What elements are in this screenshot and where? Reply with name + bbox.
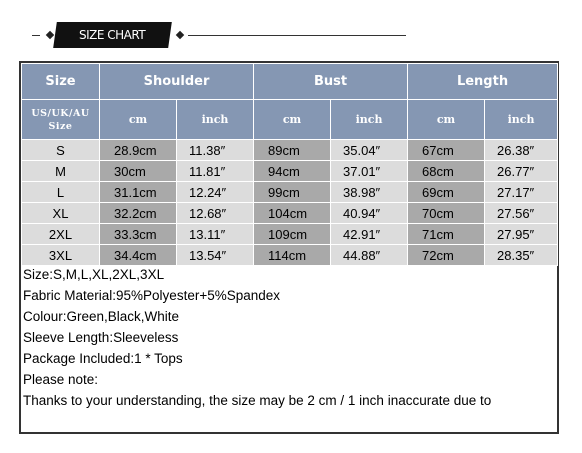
bust-inch-cell: 35.04″ xyxy=(331,140,408,161)
bust-inch-cell: 38.98″ xyxy=(331,182,408,203)
shoulder-cm-cell: 33.3cm xyxy=(100,224,177,245)
length-cm-cell: 68cm xyxy=(408,161,485,182)
length-cm-cell: 70cm xyxy=(408,203,485,224)
length-cm-cell: 67cm xyxy=(408,140,485,161)
fabric-line: Fabric Material:95%Polyester+5%Spandex xyxy=(23,288,281,303)
unit-header-row xyxy=(22,100,558,140)
size-cell: 2XL xyxy=(22,224,100,245)
shoulder-inch-cell: 13.54″ xyxy=(177,245,254,266)
length-cm-cell: 71cm xyxy=(408,224,485,245)
region-size-header xyxy=(22,100,100,140)
shoulder-header: Shoulder xyxy=(100,64,254,100)
banner-line xyxy=(188,35,406,36)
length-cm-cell: 69cm xyxy=(408,182,485,203)
table-row xyxy=(22,140,558,161)
size-chart-banner xyxy=(0,22,582,50)
package-line: Package Included:1 * Tops xyxy=(23,351,183,366)
bust-cm-cell: 109cm xyxy=(254,224,331,245)
shoulder-inch-header: inch xyxy=(177,100,254,140)
table-row xyxy=(22,245,558,266)
shoulder-cm-cell: 28.9cm xyxy=(100,140,177,161)
length-inch-cell: 27.56″ xyxy=(485,203,558,224)
bust-inch-cell: 40.94″ xyxy=(331,203,408,224)
banner-dash xyxy=(32,35,40,36)
region-label: US/UK/AU xyxy=(31,107,90,119)
table-row xyxy=(22,182,558,203)
shoulder-cm-cell: 30cm xyxy=(100,161,177,182)
shoulder-cm-header: cm xyxy=(100,100,177,140)
table-row xyxy=(22,203,558,224)
shoulder-inch-cell: 11.38″ xyxy=(177,140,254,161)
shoulder-inch-cell: 12.68″ xyxy=(177,203,254,224)
bust-header: Bust xyxy=(254,64,408,100)
size-cell: XL xyxy=(22,203,100,224)
product-info xyxy=(23,264,553,411)
size-header: Size xyxy=(22,64,100,100)
length-inch-cell: 28.35″ xyxy=(485,245,558,266)
shoulder-inch-cell: 13.11″ xyxy=(177,224,254,245)
colour-line: Colour:Green,Black,White xyxy=(23,309,180,324)
shoulder-cm-cell: 32.2cm xyxy=(100,203,177,224)
bust-inch-cell: 42.91″ xyxy=(331,224,408,245)
length-cm-cell: 72cm xyxy=(408,245,485,266)
note-text: Thanks to your understanding, the size may be 2 cm / 1 inch inaccurate due to xyxy=(23,393,492,408)
shoulder-inch-cell: 12.24″ xyxy=(177,182,254,203)
bust-inch-cell: 44.88″ xyxy=(331,245,408,266)
length-cm-header: cm xyxy=(408,100,485,140)
bust-inch-cell: 37.01″ xyxy=(331,161,408,182)
bust-cm-cell: 94cm xyxy=(254,161,331,182)
size-cell: 3XL xyxy=(22,245,100,266)
length-inch-cell: 26.38″ xyxy=(485,140,558,161)
size-cell: M xyxy=(22,161,100,182)
table-row xyxy=(22,161,558,182)
size-cell: S xyxy=(22,140,100,161)
length-inch-header: inch xyxy=(485,100,558,140)
length-inch-cell: 26.77″ xyxy=(485,161,558,182)
shoulder-inch-cell: 11.81″ xyxy=(177,161,254,182)
bust-cm-cell: 104cm xyxy=(254,203,331,224)
size-cell: L xyxy=(22,182,100,203)
size-chart-title: SIZE CHART xyxy=(79,28,146,42)
sleeve-line: Sleeve Length:Sleeveless xyxy=(23,330,179,345)
region-size-label: Size xyxy=(48,120,73,132)
shoulder-cm-cell: 31.1cm xyxy=(100,182,177,203)
size-chart-title-box xyxy=(53,22,172,48)
diamond-icon xyxy=(46,31,54,39)
bust-cm-cell: 114cm xyxy=(254,245,331,266)
note-title: Please note: xyxy=(23,372,99,387)
table-row xyxy=(22,224,558,245)
diamond-icon xyxy=(176,31,184,39)
bust-cm-cell: 89cm xyxy=(254,140,331,161)
shoulder-cm-cell: 34.4cm xyxy=(100,245,177,266)
bust-inch-header: inch xyxy=(331,100,408,140)
bust-cm-cell: 99cm xyxy=(254,182,331,203)
bust-cm-header: cm xyxy=(254,100,331,140)
length-header: Length xyxy=(408,64,558,100)
size-table xyxy=(21,63,558,266)
length-inch-cell: 27.95″ xyxy=(485,224,558,245)
sizes-line: Size:S,M,L,XL,2XL,3XL xyxy=(23,267,165,282)
length-inch-cell: 27.17″ xyxy=(485,182,558,203)
group-header-row xyxy=(22,64,558,100)
size-chart-frame xyxy=(19,61,559,434)
